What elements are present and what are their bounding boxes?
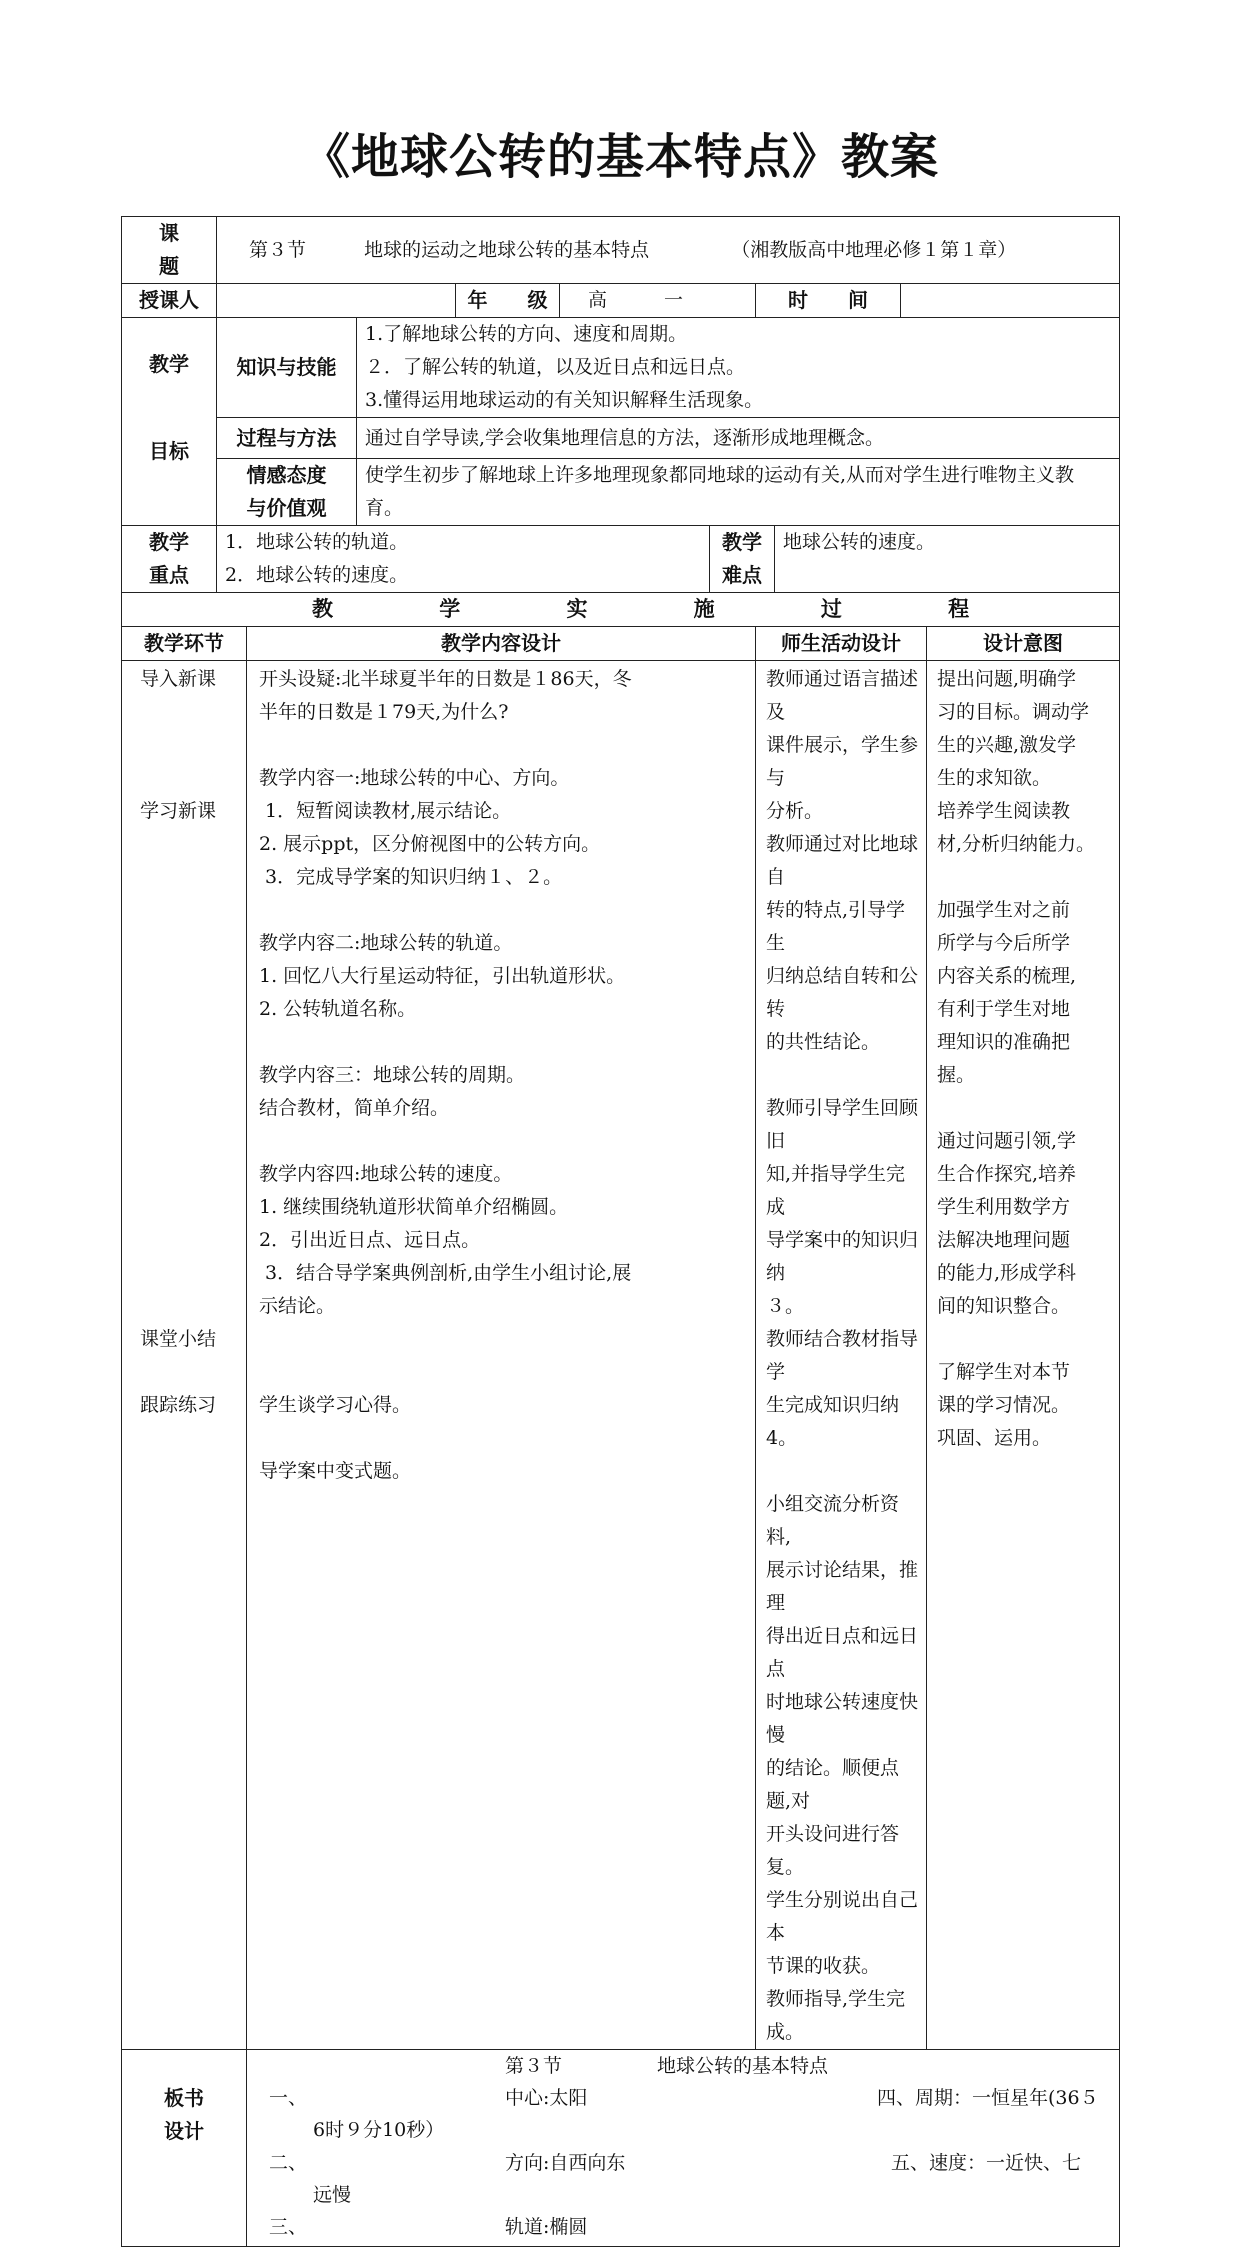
board-plan: [247, 2050, 1120, 2247]
time-label: 时 间: [756, 284, 901, 318]
stage-label: 课堂小结: [140, 1328, 217, 1350]
stage-label: 跟踪练习: [140, 1394, 217, 1416]
grade-label: 年 级: [456, 284, 560, 318]
topic-section: 第３节: [249, 238, 307, 261]
board-item-four: 四、周期：一恒星年(36５: [877, 2087, 1099, 2109]
grade-value: 高 一: [560, 284, 756, 318]
topic-edition: （湘教版高中地理必修１第１章）: [731, 238, 1017, 261]
col-header-stage: 教学环节: [122, 627, 247, 661]
col-header-activity: 师生活动设计: [756, 627, 927, 661]
stage-column: [122, 661, 247, 2050]
process-title-char: 施: [693, 597, 715, 621]
focus-item: 2．地球公转的速度。: [225, 564, 409, 586]
board-heading-section: 第３节: [505, 2055, 563, 2077]
topic-name: 地球的运动之地球公转的基本特点: [364, 238, 650, 261]
goals-label: 教学 目标: [122, 318, 217, 526]
process-title-char: 过: [820, 597, 842, 621]
col-header-intent: 设计意图: [927, 627, 1120, 661]
document-title: 《地球公转的基本特点》教案: [301, 129, 939, 185]
board-item-two: 二、: [269, 2152, 308, 2174]
board-item-five: 五、速度：一近快、七: [891, 2152, 1082, 2174]
difficulty-label: 教学 难点: [710, 526, 775, 593]
knowledge-item: 3.懂得运用地球运动的有关知识解释生活现象。: [365, 389, 764, 411]
topic-label: 课 题: [122, 217, 217, 284]
time-value: [901, 284, 1120, 318]
teacher-label: 授课人: [122, 284, 217, 318]
board-item-five-cont: 远慢: [313, 2184, 352, 2206]
board-direction: 方向:自西向东: [505, 2152, 626, 2174]
process-title-char: 学: [439, 597, 461, 621]
board-center: 中心:太阳: [505, 2087, 588, 2109]
knowledge-label: 知识与技能: [217, 318, 357, 418]
board-item-four-cont: 6时９分10秒）: [313, 2119, 445, 2141]
content-column: 开头设疑:北半球夏半年的日数是１86天，冬 半年的日数是１79天,为什么? 教学内容一:地球公转的中心、方向。 1．短暂阅读教材,展示结论。 2. 展示ppt，区分俯视图中的公转方向。 3．完成导学案的知识归纳１、２。 教学内容二:地球公转的轨道。 1. 回忆八大行星运动特征，引出轨道形状。 2. 公转轨道名称。 教学内容三：地球公转的周期。 结合教材，简单介绍。 教学内容四:地球公转的速度。 1. 继续围绕轨道形状简单介绍椭圆。 2．引出近日点、远日点。 3．结合导学案典例剖析,由学生小组讨论,展 示结论。 学生谈学习心得。 导学案中变式题。: [247, 661, 756, 2050]
lesson-plan-table: [121, 216, 1120, 2247]
activity-column: 教师通过语言描述及 课件展示，学生参与 分析。 教师通过对比地球自 转的特点,引导学生 归纳总结自转和公转 的共性结论。 教师引导学生回顾旧 知,并指导学生完成 导学案中的知识归纳 ３。 教师结合教材指导学 生完成知识归纳4。 小组交流分析资料, 展示讨论结果，推理 得出近日点和远日点 时地球公转速度快慢 的结论。顺便点题,对 开头设问进行答复。 学生分别说出自己本 节课的收获。 教师指导,学生完成。: [756, 661, 927, 2050]
process-title: [122, 593, 1120, 627]
intent-column: 提出问题,明确学 习的目标。调动学 生的兴趣,激发学 生的求知欲。 培养学生阅读教 材,分析归纳能力。 加强学生对之前 所学与今后所学 内容关系的梳理, 有利于学生对地 理知识的准确把 握。 通过问题引领,学 生合作探究,培养 学生利用数学方 法解决地理问题 的能力,形成学科 间的知识整合。 了解学生对本节 课的学习情况。 巩固、运用。: [927, 661, 1120, 2050]
teacher-value: [217, 284, 456, 318]
process-method-label: 过程与方法: [217, 418, 357, 459]
process-title-char: 教: [312, 597, 333, 621]
focus-items: [217, 526, 710, 593]
topic-value: [217, 217, 1120, 284]
emotion-text: 使学生初步了解地球上许多地理现象都同地球的运动有关,从而对学生进行唯物主义教育。: [357, 459, 1120, 526]
process-title-char: 实: [566, 597, 588, 621]
knowledge-item: 1.了解地球公转的方向、速度和周期。: [365, 323, 688, 345]
process-title-char: 程: [948, 597, 970, 621]
board-item-one: 一、: [269, 2087, 308, 2109]
board-heading-title: 地球公转的基本特点: [657, 2055, 829, 2077]
col-header-content: 教学内容设计: [247, 627, 756, 661]
board-item-three: 三、: [269, 2216, 308, 2238]
focus-item: 1．地球公转的轨道。: [225, 531, 409, 553]
board-label: 板书 设计: [122, 2050, 247, 2247]
knowledge-items: [357, 318, 1120, 418]
stage-label: 导入新课: [140, 668, 217, 690]
stage-label: 学习新课: [140, 800, 217, 822]
emotion-label: 情感态度 与价值观: [217, 459, 357, 526]
focus-label: 教学 重点: [122, 526, 217, 593]
board-orbit: 轨道:椭圆: [505, 2216, 588, 2238]
process-method-text: 通过自学导读,学会收集地理信息的方法，逐渐形成地理概念。: [357, 418, 1120, 459]
knowledge-item: ２．了解公转的轨道，以及近日点和远日点。: [365, 356, 746, 378]
difficulty-text: 地球公转的速度。: [775, 526, 1120, 593]
